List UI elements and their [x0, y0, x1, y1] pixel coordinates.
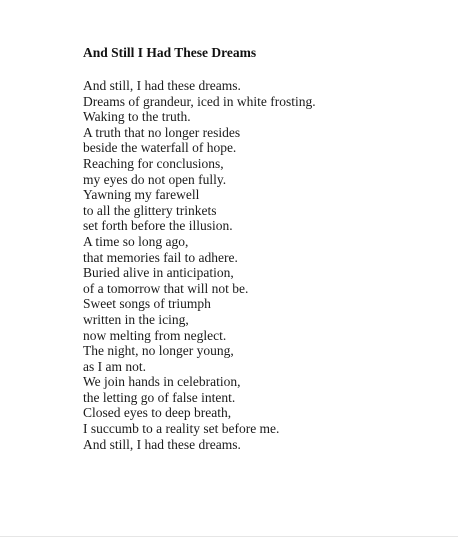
poem-line: of a tomorrow that will not be. — [83, 280, 249, 296]
poem-line: A time so long ago, — [83, 233, 189, 249]
poem-line: The night, no longer young, — [83, 343, 234, 359]
poem-title: And Still I Had These Dreams — [83, 45, 257, 60]
poem-line: I succumb to a reality set before me. — [83, 421, 280, 437]
poem-line: We join hands in celebration, — [83, 374, 241, 390]
poem-line: the letting go of false intent. — [83, 389, 236, 405]
poem-line: as I am not. — [83, 358, 146, 374]
poem-line: Closed eyes to deep breath, — [83, 405, 232, 421]
poem-line: And still, I had these dreams. — [83, 78, 241, 93]
poem-line: Reaching for conclusions, — [83, 155, 224, 171]
poem-line: to all the glittery trinkets — [83, 202, 217, 218]
poem-line: my eyes do not open fully. — [83, 171, 227, 187]
page-edge-divider — [0, 536, 458, 537]
poem-line: set forth before the illusion. — [83, 218, 233, 234]
poem-line: Waking to the truth. — [83, 109, 191, 125]
poem-line: now melting from neglect. — [83, 327, 227, 343]
poem-line: that memories fail to adhere. — [83, 249, 238, 265]
poem-line: Sweet songs of triumph — [83, 296, 211, 312]
poem-line: written in the icing, — [83, 311, 189, 327]
poem-line: Yawning my farewell — [83, 187, 200, 203]
poem-line: And still, I had these dreams. — [83, 436, 241, 452]
poem-line: Dreams of grandeur, iced in white frosting. — [83, 93, 316, 109]
poem-line: Buried alive in anticipation, — [83, 265, 234, 281]
poem-body — [83, 78, 316, 452]
poem-line: A truth that no longer resides — [83, 124, 241, 140]
poem-line: beside the waterfall of hope. — [83, 140, 237, 156]
